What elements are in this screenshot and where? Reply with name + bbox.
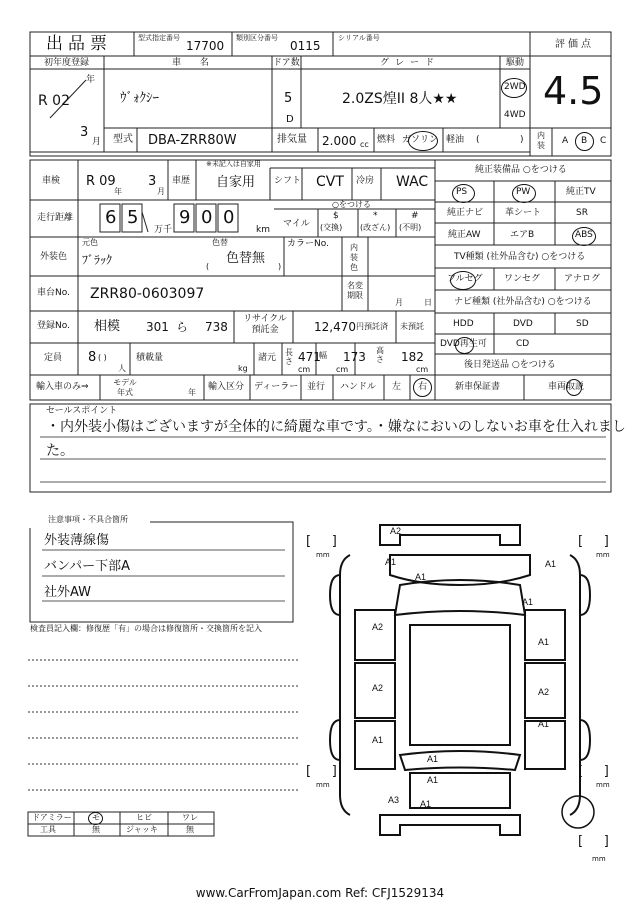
after-manual-circle: [566, 379, 582, 396]
reg-kana: ら: [176, 320, 189, 334]
meter-unknown: (不明): [399, 223, 422, 232]
mtg-month: 月: [395, 298, 403, 307]
tv-oneseg: ワンセグ: [504, 274, 541, 284]
damage-mark: A3: [388, 795, 400, 805]
tv-fullseg-circle: [450, 271, 476, 290]
handle-right: 右: [418, 382, 428, 392]
fuel-gasoline: ガソリン: [402, 135, 439, 145]
length: 471: [298, 350, 321, 364]
grade: 2.0ZS煌II 8人★★: [342, 91, 458, 107]
fuel-label: 燃料: [377, 135, 396, 145]
chassis: ZRR80-0603097: [90, 286, 205, 302]
month-unit: 月: [92, 137, 102, 147]
shaken-label: 車検: [42, 176, 61, 186]
int-b: B: [581, 136, 588, 146]
import-type-label: 輸入区分: [208, 382, 245, 392]
damage-mark: A1: [427, 775, 439, 785]
car-name-label: 車 名: [172, 58, 217, 68]
man-unit: 万: [154, 225, 164, 235]
damage-mark: A1: [372, 735, 384, 745]
model: DBA-ZRR80W: [148, 133, 237, 148]
equip-tv: 純正TV: [566, 187, 596, 197]
meter-dollar: $: [333, 211, 339, 221]
footer-ref: www.CarFromJapan.com Ref: CFJ1529134: [195, 886, 445, 900]
mileage-digit: 0: [201, 207, 213, 228]
equip-leather: 革シート: [505, 208, 542, 218]
capacity-unit: 人: [118, 364, 126, 373]
navi-dvd: DVD: [513, 319, 533, 329]
damage-mark: A1: [538, 637, 550, 647]
int-c: C: [600, 136, 607, 146]
bracket: [ ]: [578, 534, 609, 549]
door-mirror-value: モ: [92, 813, 100, 822]
mileage-digit: 9: [179, 207, 191, 228]
drive-2wd-circle: [501, 78, 527, 98]
displacement: 2.000: [322, 134, 357, 148]
fuel-paren-close: ): [520, 135, 524, 145]
navi-type-title: ナビ種類 (社外品含む) ○をつける: [454, 297, 592, 307]
import-dealer: ディーラー: [254, 382, 299, 392]
navi-dvd-play-circle: [455, 337, 474, 354]
note-item: 外装薄線傷: [44, 533, 110, 548]
shift-label: シフト: [274, 176, 302, 186]
door-mirror-circle: [88, 812, 103, 825]
first-reg-era: R 02: [38, 93, 70, 109]
equip-ps: PS: [456, 187, 468, 197]
disp-label: 排気量: [277, 134, 307, 145]
reg-num: 738: [205, 320, 228, 334]
capacity-label: 定員: [44, 353, 63, 363]
door-label: ドア数: [273, 58, 300, 68]
door-mirror-label: ドアミラー: [32, 813, 72, 822]
history-label: 車歴: [172, 176, 191, 186]
damage-mark: A1: [545, 559, 557, 569]
shaken-month: 3: [148, 174, 157, 189]
tools-label: 工具: [40, 825, 56, 834]
jack-label: ジャッキ: [126, 825, 158, 834]
color-label: 外装色: [40, 252, 68, 262]
fuel-circle: [408, 131, 438, 151]
note-item: 社外AW: [44, 585, 92, 600]
meter-star: *: [373, 211, 378, 221]
reg-area: 相模: [94, 319, 121, 334]
score-label: 評価点: [555, 39, 594, 50]
handle-label: ハンドル: [340, 382, 377, 392]
km-unit: km: [256, 225, 270, 235]
navi-sd: SD: [576, 319, 589, 329]
after-warranty: 新車保証書: [455, 382, 501, 392]
import-parallel: 並行: [307, 382, 326, 392]
sales-line-1: ・内外装小傷はございますが全体的に綺麗な車です。・嫌なにおいのしないお車を仕入れまし: [46, 419, 626, 435]
mileage-label: 走行距離: [37, 213, 74, 223]
drive-label: 駆動: [506, 58, 525, 68]
recycle-not: 未預託: [400, 322, 424, 331]
type-no: 17700: [186, 39, 225, 53]
load-label: 積載量: [136, 353, 164, 363]
recycle-label: リサイクル預託金: [243, 314, 287, 335]
shaken-era: R 09: [86, 174, 116, 189]
capacity-paren: ( ): [98, 353, 107, 362]
mm-unit: mm: [596, 781, 610, 789]
bracket: [ ]: [306, 534, 337, 549]
equip-pw: PW: [516, 187, 531, 197]
history: 自家用: [216, 175, 256, 190]
mileage-digit: 0: [223, 207, 235, 228]
ac: WAC: [396, 174, 429, 190]
model-year-unit: 年: [188, 388, 196, 397]
tools-value: 無: [92, 825, 100, 834]
score: 4.5: [543, 69, 604, 113]
mm-unit: mm: [316, 551, 330, 559]
handle-right-circle: [413, 378, 432, 397]
damage-mark: A1: [415, 572, 427, 582]
import-label: 輸入車のみ⇒: [36, 382, 89, 392]
load-unit: kg: [238, 364, 248, 373]
handle-left: 左: [392, 382, 402, 392]
std-equip-title: 純正装備品 ○をつける: [475, 165, 567, 175]
sales-label: セールスポイント: [46, 406, 118, 416]
doors: 5: [284, 91, 293, 106]
crack-label: ヒビ: [136, 813, 152, 822]
equip-ps-circle: [452, 184, 475, 203]
tv-fullseg: フルセグ: [447, 274, 483, 284]
damage-mark: A1: [522, 597, 534, 607]
navi-dvd-play: DVD再生可: [440, 339, 487, 349]
year-unit: 年: [86, 75, 96, 85]
meter-exchange: (交換): [320, 223, 343, 232]
car-damage-diagram: [300, 515, 620, 875]
cm-unit: cm: [298, 365, 311, 374]
wid-label: 幅: [319, 351, 327, 360]
damage-mark: A1: [427, 754, 439, 764]
bracket: [ ]: [578, 764, 609, 779]
meter-circle-label: ○をつける: [332, 200, 371, 209]
reg-class: 301: [146, 320, 169, 334]
reg-month: 3: [80, 125, 89, 140]
note-item: バンパー下部A: [44, 559, 130, 574]
shaken-year-unit: 年: [114, 187, 122, 196]
equip-sr: SR: [576, 208, 588, 218]
width: 173: [343, 350, 366, 364]
grade-label: グレード: [380, 58, 441, 68]
inspector-label: 検査員記入欄：修復歴「有」の場合は修復箇所・交換箇所を記入: [30, 624, 262, 633]
after-ship-title: 後日発送品 ○をつける: [464, 360, 556, 370]
drive-4wd: 4WD: [504, 110, 526, 120]
damage-mark: A1: [420, 799, 432, 809]
class-no: 0115: [290, 39, 321, 53]
mileage-digit: 5: [127, 207, 139, 228]
color-no-label: カラーNo.: [287, 239, 329, 249]
bracket: [ ]: [306, 764, 337, 779]
height: 182: [401, 350, 424, 364]
bracket: [ ]: [578, 834, 609, 849]
shaken-month-unit: 月: [157, 187, 165, 196]
class-label: 類別区分番号: [236, 34, 278, 42]
equip-pw-circle: [512, 184, 536, 203]
damage-mark: A2: [390, 526, 402, 536]
form-title: 出品票: [46, 34, 112, 54]
model-label: 型式: [113, 134, 133, 145]
type-no-label: 型式指定番号: [138, 34, 180, 42]
cm-unit: cm: [336, 365, 349, 374]
recycle-suffix: 円預託済: [356, 322, 388, 331]
shift: CVT: [316, 174, 344, 190]
meter-hash: #: [411, 211, 419, 221]
int-a: A: [562, 136, 569, 146]
int-color-label: 内装色: [350, 243, 358, 272]
model-year-label: モデル年式: [113, 378, 137, 397]
orig-color: ﾌﾞﾗｯｸ: [82, 253, 113, 267]
damage-mark: A1: [538, 719, 550, 729]
mm-unit: mm: [316, 781, 330, 789]
mtg-day: 日: [424, 298, 432, 307]
navi-hdd: HDD: [453, 319, 474, 329]
repaint-label: 色替: [212, 238, 228, 247]
chassis-label: 車台No.: [37, 288, 70, 298]
disp-unit: cc: [360, 140, 369, 149]
equip-navi: 純正ナビ: [447, 208, 484, 218]
after-manual: 車両取説: [548, 382, 585, 392]
dims-label: 諸元: [258, 353, 277, 363]
equip-abs: ABS: [575, 230, 593, 240]
drive-2wd: 2WD: [504, 82, 526, 92]
mtg-label: 名変期限: [347, 281, 363, 300]
repaint: 色替無: [226, 251, 266, 266]
fuel-paren: (: [476, 135, 480, 145]
interior-label: 内装: [537, 131, 545, 150]
damage-mark: A2: [538, 687, 550, 697]
tv-type-title: TV種類 (社外品含む) ○をつける: [454, 252, 586, 262]
recycle: 12,470: [314, 320, 356, 334]
regno-label: 登録No.: [37, 321, 70, 331]
mm-unit: mm: [592, 855, 606, 863]
equip-aw: 純正AW: [448, 230, 481, 240]
mile-label: マイル: [283, 219, 310, 229]
ac-label: 冷房: [356, 176, 375, 186]
damage-mark: A2: [372, 622, 384, 632]
meter-altered: (改ざん): [360, 223, 391, 232]
break-label: ワレ: [182, 813, 198, 822]
hgt-label: 高さ: [376, 346, 384, 364]
equip-abs-circle: [572, 227, 596, 246]
tv-analog: アナログ: [564, 274, 601, 284]
sen-unit: 千: [163, 225, 173, 235]
car-name: ｳﾞｫｸｼｰ: [120, 91, 159, 106]
fuel-diesel: 軽油: [446, 135, 465, 145]
navi-cd: CD: [516, 339, 530, 349]
jack-value: 無: [186, 825, 194, 834]
damage-mark: A1: [385, 557, 397, 567]
door-type: D: [286, 114, 294, 125]
int-b-circle: [575, 132, 594, 151]
serial-label: シリアル番号: [338, 34, 380, 42]
capacity: 8: [88, 350, 97, 365]
mileage-digit: 6: [105, 207, 117, 228]
equip-airbag: エアB: [510, 230, 535, 240]
len-label: 長さ: [285, 348, 293, 366]
sales-line-2: た。: [46, 443, 74, 459]
mm-unit: mm: [596, 551, 610, 559]
cm-unit: cm: [416, 365, 429, 374]
orig-color-label: 元色: [82, 238, 98, 247]
notes-label: 注意事項・不具合箇所: [48, 515, 128, 524]
first-reg-label: 初年度登録: [44, 58, 90, 68]
note-unreg: ※未記入は自家用: [206, 160, 261, 168]
damage-mark: A2: [372, 683, 384, 693]
